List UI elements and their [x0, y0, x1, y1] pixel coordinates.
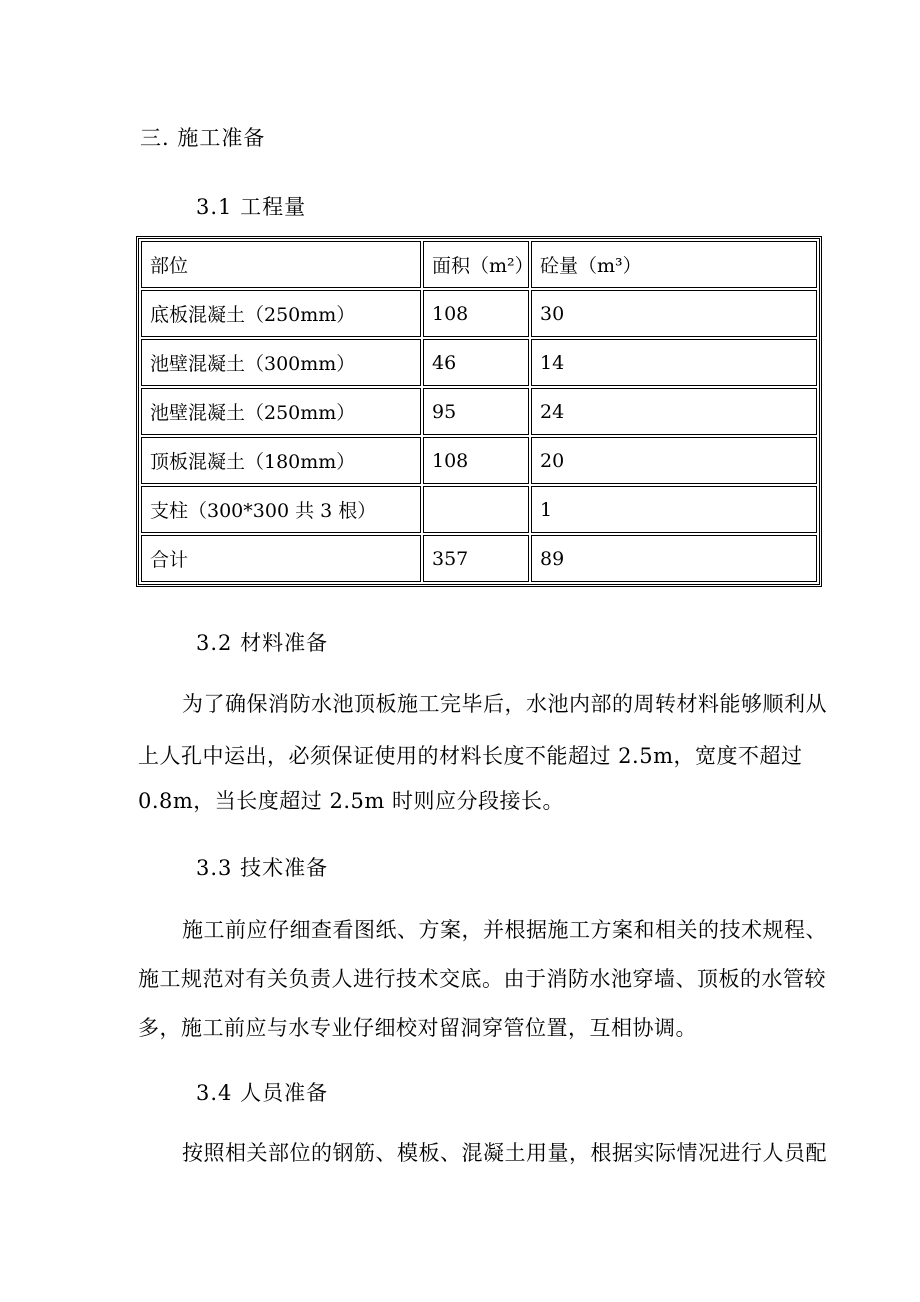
table-row: [141, 388, 817, 435]
paragraph-line: 按照相关部位的钢筋、模板、混凝土用量，根据实际情况进行人员配: [182, 1141, 827, 1165]
cell-area: 95: [423, 388, 529, 435]
subsection-heading-3-3: 3.3 技术准备: [196, 856, 329, 880]
paragraph-line: 上人孔中运出，必须保证使用的材料长度不能超过 2.5m，宽度不超过: [138, 744, 803, 768]
paragraph-line: 多，施工前应与水专业仔细校对留洞穿管位置，互相协调。: [138, 1016, 697, 1040]
cell-volume: 1: [531, 486, 817, 533]
table-row: [141, 437, 817, 484]
section-title: 三. 施工准备: [140, 126, 266, 150]
paragraph-line: 施工前应仔细查看图纸、方案，并根据施工方案和相关的技术规程、: [182, 918, 827, 942]
subsection-heading-3-2: 3.2 材料准备: [196, 631, 329, 655]
paragraph-line: 施工规范对有关负责人进行技术交底。由于消防水池穿墙、顶板的水管较: [138, 967, 826, 991]
cell-area: 108: [423, 290, 529, 337]
cell-volume: 24: [531, 388, 817, 435]
cell-volume: 89: [531, 535, 817, 582]
cell-part: 池壁混凝土（250mm）: [141, 388, 421, 435]
cell-area: 357: [423, 535, 529, 582]
cell-part: 池壁混凝土（300mm）: [141, 339, 421, 386]
subsection-heading-3-1: 3.1 工程量: [196, 195, 307, 219]
cell-volume: 14: [531, 339, 817, 386]
cell-area: [423, 486, 529, 533]
quantity-table: [138, 238, 820, 585]
cell-area: 46: [423, 339, 529, 386]
table-row: [141, 290, 817, 337]
subsection-heading-3-4: 3.4 人员准备: [196, 1081, 329, 1105]
header-part: 部位: [141, 241, 421, 288]
header-volume: 砼量（m³）: [531, 241, 817, 288]
paragraph-line: 0.8m，当长度超过 2.5m 时则应分段接长。: [138, 789, 564, 813]
table-row: [141, 486, 817, 533]
paragraph-line: 为了确保消防水池顶板施工完毕后，水池内部的周转材料能够顺利从: [182, 692, 827, 716]
cell-part: 顶板混凝土（180mm）: [141, 437, 421, 484]
cell-area: 108: [423, 437, 529, 484]
table-row: [141, 339, 817, 386]
header-area: 面积（m²）: [423, 241, 529, 288]
table-header-row: [141, 241, 817, 288]
table-total-row: [141, 535, 817, 582]
cell-volume: 20: [531, 437, 817, 484]
cell-part: 底板混凝土（250mm）: [141, 290, 421, 337]
cell-part: 合计: [141, 535, 421, 582]
cell-volume: 30: [531, 290, 817, 337]
cell-part: 支柱（300*300 共 3 根）: [141, 486, 421, 533]
